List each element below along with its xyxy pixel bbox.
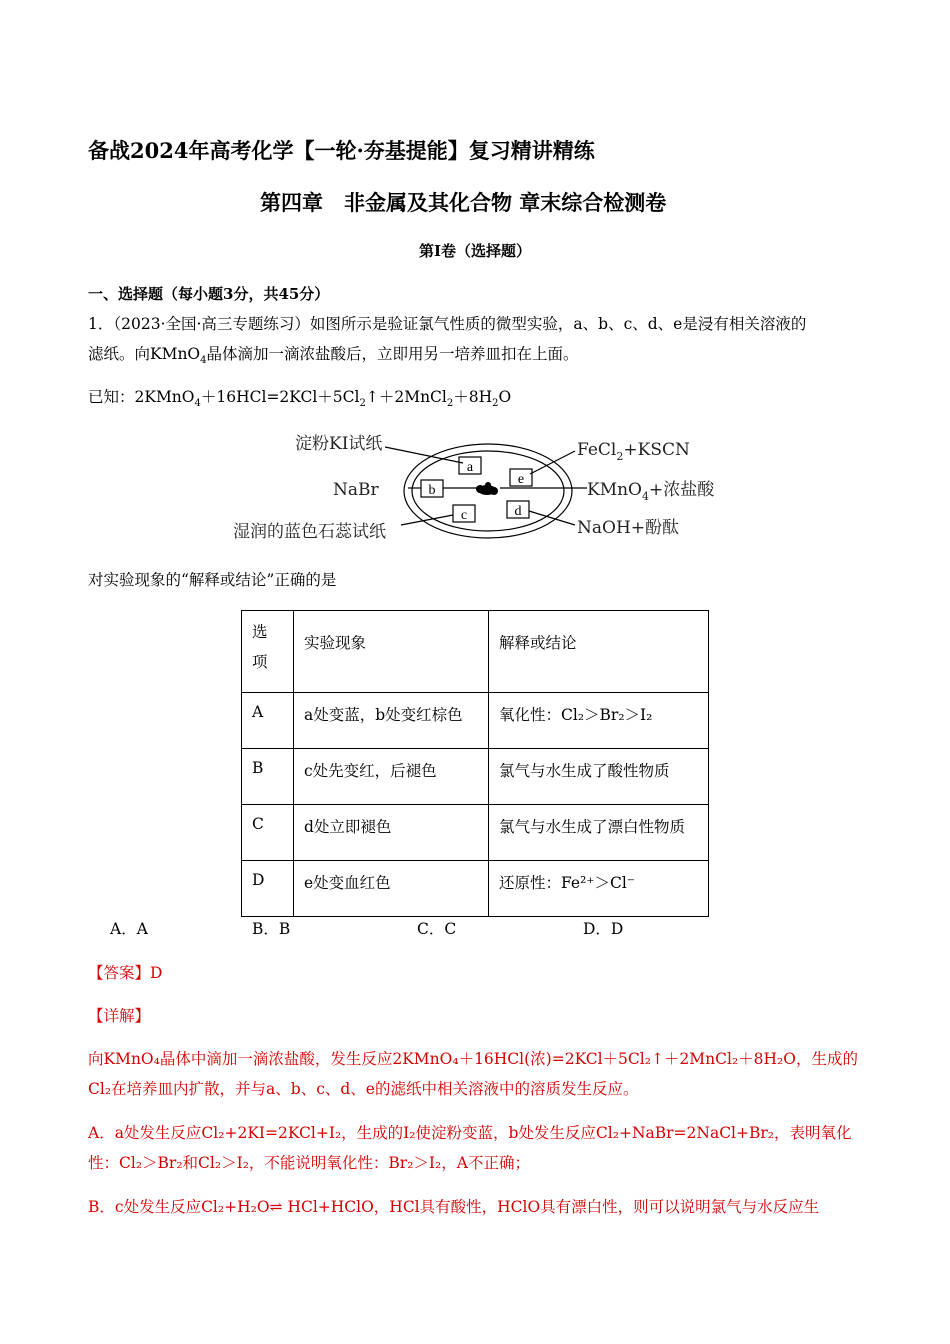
- chapter-title: 第四章 非金属及其化合物 章末综合检测卷: [260, 190, 667, 215]
- label-starch-ki: 淀粉KI试纸: [295, 434, 383, 454]
- row-option: D: [242, 861, 294, 917]
- detail-p2-line1: A．a处发生反应Cl₂+2KI=2KCl+I₂，生成的I₂使淀粉变蓝，b处发生反应Cl₂+NaBr=2NaCl+Br₂，表明氧化: [88, 1124, 852, 1142]
- table-row: [242, 693, 709, 749]
- row-phenomenon: d处立即褪色: [294, 805, 489, 861]
- label-fecl2: FeCl$_2$+KSCN: [577, 440, 690, 463]
- answer-choices: [0, 914, 950, 944]
- row-conclusion: 氯气与水生成了漂白性物质: [489, 805, 709, 861]
- letter-c: c: [460, 508, 468, 523]
- detail-p2-line2: 性：Cl₂＞Br₂和Cl₂＞I₂，不能说明氧化性：Br₂＞I₂，A不正确；: [88, 1154, 530, 1172]
- detail-label: 【详解】: [88, 1007, 151, 1025]
- row-phenomenon: e处变血红色: [294, 861, 489, 917]
- row-conclusion: 氯气与水生成了酸性物质: [489, 749, 709, 805]
- label-nabr: NaBr: [333, 480, 379, 500]
- row-option: C: [242, 805, 294, 861]
- choice-a[interactable]: A．A: [110, 920, 148, 938]
- row-phenomenon: c处先变红，后褪色: [294, 749, 489, 805]
- letter-a: a: [466, 460, 474, 475]
- part-title: 一、选择题（每小题3分，共45分）: [88, 285, 330, 303]
- header-conclusion: 解释或结论: [489, 611, 709, 693]
- row-phenomenon: a处变蓝，b处变红棕色: [294, 693, 489, 749]
- answer-label: 【答案】D: [88, 964, 163, 982]
- choice-c[interactable]: C．C: [417, 920, 457, 938]
- letter-b: b: [428, 483, 436, 498]
- main-title: 备战2024年高考化学【一轮·夯基提能】复习精讲精练: [88, 138, 595, 163]
- row-conclusion: 氧化性：Cl₂＞Br₂＞I₂: [489, 693, 709, 749]
- row-conclusion: 还原性：Fe²⁺＞Cl⁻: [489, 861, 709, 917]
- detail-p3-line1: B．c处发生反应Cl₂+H₂O⇌ HCl+HClO，HCl具有酸性，HClO具有漂白性，则可以说明氯气与水反应生: [88, 1198, 820, 1216]
- table-row: [242, 749, 709, 805]
- table-header-row: [242, 611, 709, 693]
- label-kmno4: KMnO$_4$+浓盐酸: [587, 480, 715, 503]
- label-naoh: NaOH+酚酞: [577, 518, 680, 538]
- header-phenomenon: 实验现象: [294, 611, 489, 693]
- question-line-1: 1．（2023·全国·高三专题练习）如图所示是验证氯气性质的微型实验，a、b、c、d、e是浸有相关溶液的: [88, 315, 807, 333]
- section-title: 第I卷（选择题）: [418, 242, 532, 260]
- letter-d: d: [514, 504, 522, 519]
- table-row: [242, 861, 709, 917]
- experiment-diagram: [225, 425, 745, 550]
- row-option: A: [242, 693, 294, 749]
- row-option: B: [242, 749, 294, 805]
- detail-p1-line2: Cl₂在培养皿内扩散，并与a、b、c、d、e的滤纸中相关溶液中的溶质发生反应。: [88, 1080, 639, 1098]
- detail-p1-line1: 向KMnO₄晶体中滴加一滴浓盐酸，发生反应2KMnO₄＋16HCl(浓)=2KCl＋5Cl₂↑＋2MnCl₂＋8H₂O，生成的: [88, 1050, 858, 1068]
- header-option: 选 项: [242, 611, 294, 693]
- options-table: [241, 610, 709, 917]
- question-prompt: 对实验现象的“解释或结论”正确的是: [88, 571, 337, 589]
- table-row: [242, 805, 709, 861]
- choice-b[interactable]: B．B: [252, 920, 291, 938]
- known-equation: 已知：$2KMnO_4+16HCl=2KCl+5Cl_2↑+2MnCl_2+8H_2O$: [88, 388, 512, 410]
- label-litmus: 湿润的蓝色石蕊试纸: [233, 522, 386, 542]
- question-line-2: 滤纸。向KMnO$_4$晶体滴加一滴浓盐酸后，立即用另一培养皿扣在上面。: [88, 345, 579, 367]
- choice-d[interactable]: D．D: [583, 920, 624, 938]
- letter-e: e: [517, 472, 525, 487]
